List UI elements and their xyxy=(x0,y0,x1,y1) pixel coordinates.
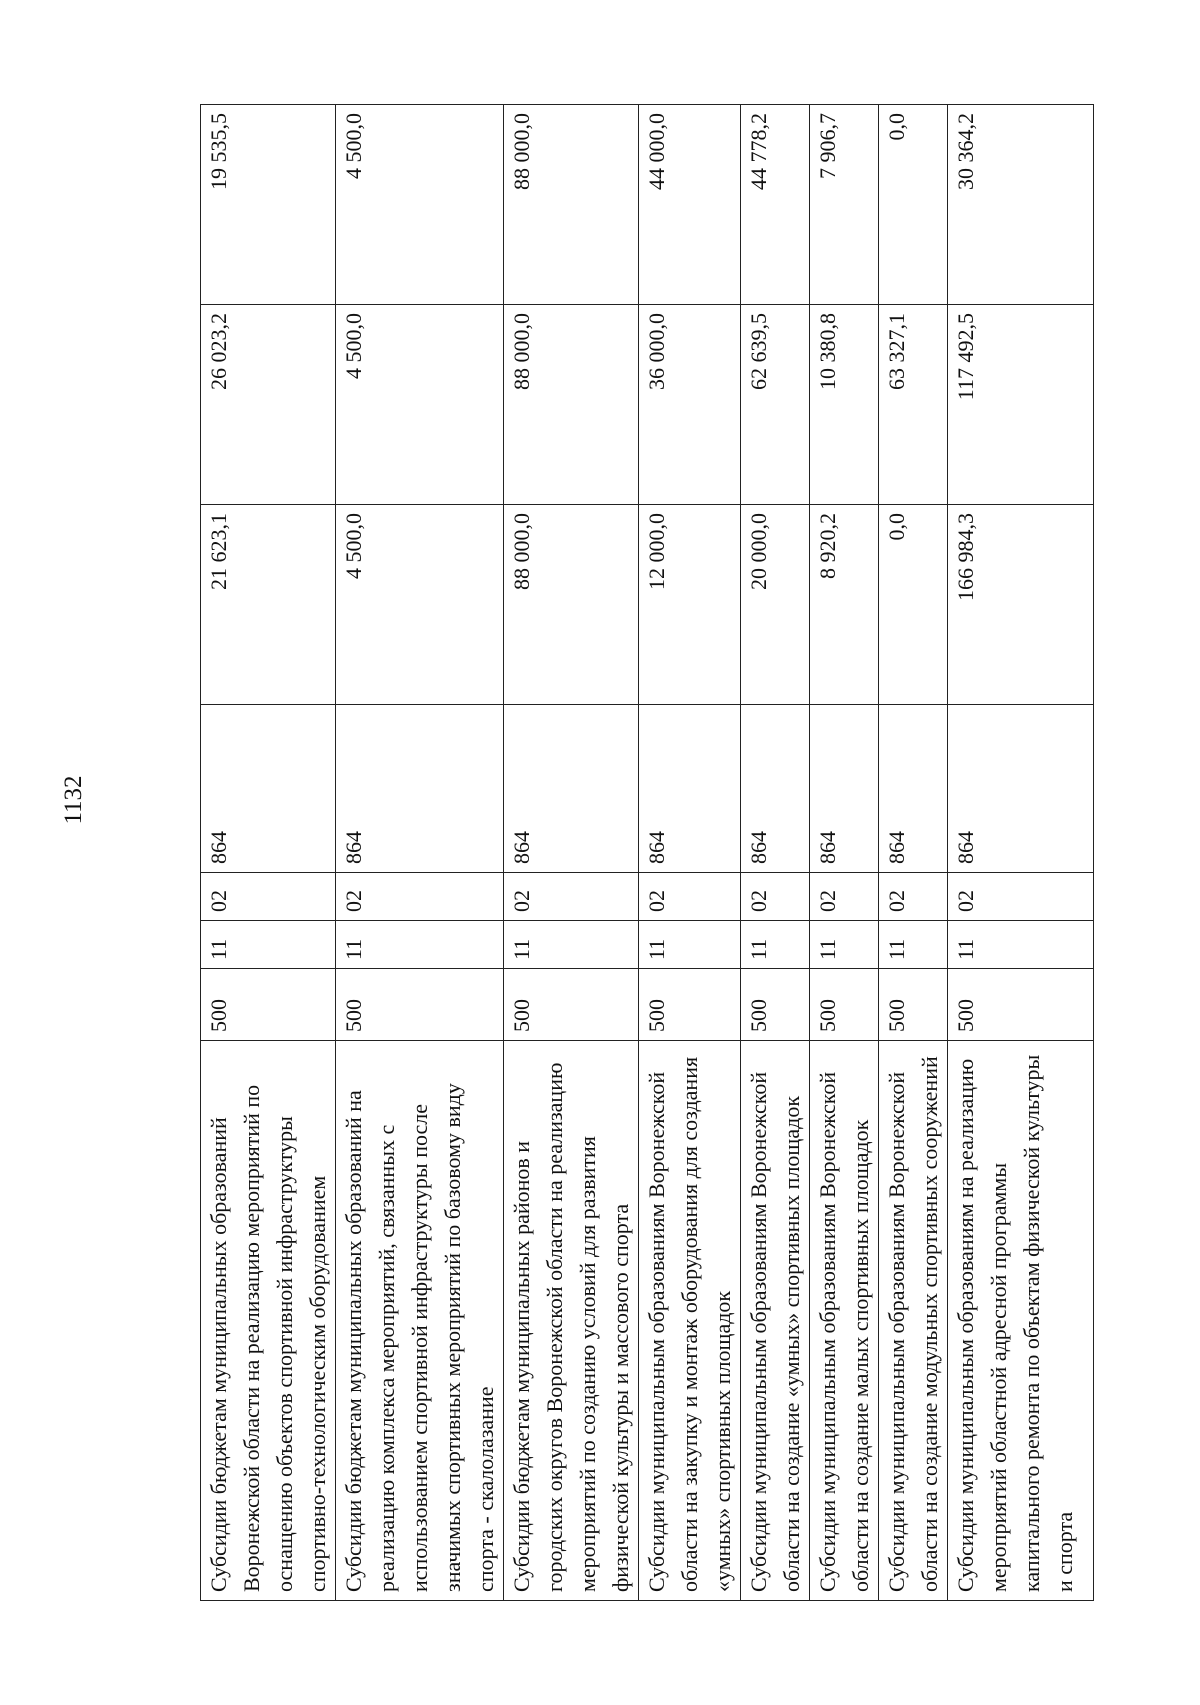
code-cell: 864 xyxy=(948,705,1094,873)
code-cell: 864 xyxy=(639,705,741,873)
budget-table xyxy=(200,104,1094,1601)
code-cell: 864 xyxy=(879,705,948,873)
code-cell: 500 xyxy=(879,969,948,1041)
code-cell: 500 xyxy=(504,969,639,1041)
page-number: 1132 xyxy=(60,775,87,825)
code-cell: 864 xyxy=(741,705,810,873)
code-cell: 500 xyxy=(639,969,741,1041)
amount-cell: 0,0 xyxy=(879,105,948,305)
amount-cell: 44 000,0 xyxy=(639,105,741,305)
code-cell: 11 xyxy=(810,921,879,969)
code-cell: 864 xyxy=(201,705,336,873)
amount-cell: 21 623,1 xyxy=(201,505,336,705)
code-cell: 11 xyxy=(879,921,948,969)
table-row xyxy=(639,105,741,1601)
row-description: Субсидии муниципальным образованиям Воронежской области на создание «умных» спортивных площадок xyxy=(741,1041,810,1601)
amount-cell: 8 920,2 xyxy=(810,505,879,705)
code-cell: 500 xyxy=(201,969,336,1041)
amount-cell: 63 327,1 xyxy=(879,305,948,505)
amount-cell: 26 023,2 xyxy=(201,305,336,505)
row-description: Субсидии муниципальным образованиям Воронежской области на создание модульных спортивных сооружений xyxy=(879,1041,948,1601)
amount-cell: 20 000,0 xyxy=(741,505,810,705)
amount-cell: 4 500,0 xyxy=(336,105,504,305)
amount-cell: 4 500,0 xyxy=(336,305,504,505)
amount-cell: 44 778,2 xyxy=(741,105,810,305)
code-cell: 02 xyxy=(639,873,741,921)
table-row xyxy=(879,105,948,1601)
code-cell: 864 xyxy=(336,705,504,873)
amount-cell: 10 380,8 xyxy=(810,305,879,505)
code-cell: 02 xyxy=(948,873,1094,921)
amount-cell: 117 492,5 xyxy=(948,305,1094,505)
row-description: Субсидии бюджетам муниципальных образований Воронежской области на реализацию мероприятий по оснащению объектов спортивной инфраструктуры спортивно-технологическим оборудованием xyxy=(201,1041,336,1601)
code-cell: 02 xyxy=(879,873,948,921)
code-cell: 500 xyxy=(810,969,879,1041)
code-cell: 02 xyxy=(810,873,879,921)
amount-cell: 0,0 xyxy=(879,505,948,705)
amount-cell: 30 364,2 xyxy=(948,105,1094,305)
code-cell: 02 xyxy=(741,873,810,921)
row-description: Субсидии бюджетам муниципальных районов и городских округов Воронежской области на реализацию мероприятий по созданию условий для развития физической культуры и массового спорта xyxy=(504,1041,639,1601)
amount-cell: 166 984,3 xyxy=(948,505,1094,705)
code-cell: 11 xyxy=(201,921,336,969)
amount-cell: 88 000,0 xyxy=(504,105,639,305)
amount-cell: 12 000,0 xyxy=(639,505,741,705)
code-cell: 500 xyxy=(948,969,1094,1041)
code-cell: 02 xyxy=(201,873,336,921)
table-row xyxy=(948,105,1094,1601)
code-cell: 864 xyxy=(504,705,639,873)
row-description: Субсидии муниципальным образованиям Воронежской области на закупку и монтаж оборудования для создания «умных» спортивных площадок xyxy=(639,1041,741,1601)
code-cell: 11 xyxy=(948,921,1094,969)
table-row xyxy=(810,105,879,1601)
code-cell: 864 xyxy=(810,705,879,873)
amount-cell: 36 000,0 xyxy=(639,305,741,505)
row-description: Субсидии бюджетам муниципальных образований на реализацию комплекса мероприятий, связанных с использованием спортивной инфраструктуры после значимых спортивных мероприятий по базовому виду спорта - скалолазание xyxy=(336,1041,504,1601)
table-row xyxy=(336,105,504,1601)
code-cell: 11 xyxy=(741,921,810,969)
amount-cell: 88 000,0 xyxy=(504,505,639,705)
code-cell: 500 xyxy=(336,969,504,1041)
row-description: Субсидии муниципальным образованиям на реализацию мероприятий областной адресной программы капитального ремонта по объектам физической культуры и спорта xyxy=(948,1041,1094,1601)
amount-cell: 62 639,5 xyxy=(741,305,810,505)
row-description: Субсидии муниципальным образованиям Воронежской области на создание малых спортивных площадок xyxy=(810,1041,879,1601)
table-row xyxy=(504,105,639,1601)
code-cell: 11 xyxy=(504,921,639,969)
amount-cell: 4 500,0 xyxy=(336,505,504,705)
amount-cell: 88 000,0 xyxy=(504,305,639,505)
table-row xyxy=(741,105,810,1601)
rotated-page-content xyxy=(200,105,1077,1601)
amount-cell: 7 906,7 xyxy=(810,105,879,305)
code-cell: 11 xyxy=(336,921,504,969)
code-cell: 02 xyxy=(504,873,639,921)
code-cell: 02 xyxy=(336,873,504,921)
code-cell: 11 xyxy=(639,921,741,969)
table-row xyxy=(201,105,336,1601)
code-cell: 500 xyxy=(741,969,810,1041)
amount-cell: 19 535,5 xyxy=(201,105,336,305)
